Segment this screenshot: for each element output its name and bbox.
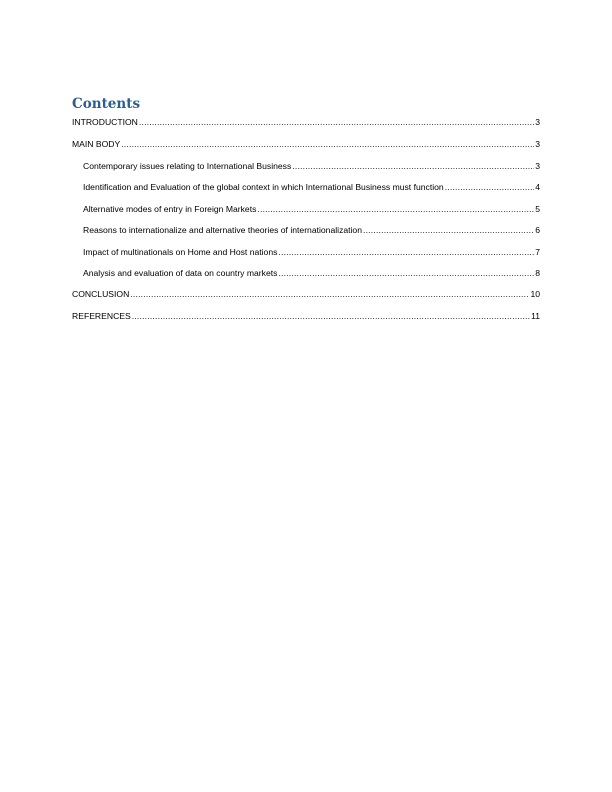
toc-entry-global-context[interactable] xyxy=(72,182,540,193)
toc-entry-title: Reasons to internationalize and alternative theories of internationalization xyxy=(83,225,362,236)
toc-entry-page-number: 3 xyxy=(535,161,540,171)
toc-entry-title: INTRODUCTION xyxy=(72,117,138,127)
toc-entry-title: Alternative modes of entry in Foreign Markets xyxy=(83,203,257,214)
toc-dot-leader xyxy=(278,268,534,279)
toc-entry-page-number: 11 xyxy=(531,311,540,322)
toc-entry-page-number: 6 xyxy=(535,225,540,236)
toc-dot-leader xyxy=(292,161,534,172)
toc-entry-page-number: 7 xyxy=(535,246,540,257)
toc-entry-title: MAIN BODY xyxy=(72,139,121,149)
toc-entry-main-body[interactable] xyxy=(72,139,540,150)
toc-entry-references[interactable] xyxy=(72,311,540,322)
toc-entry-title: Identification and Evaluation of the global context in which International Business must function xyxy=(83,182,444,193)
toc-entry-country-markets[interactable] xyxy=(72,268,540,279)
toc-dot-leader xyxy=(132,311,530,322)
toc-entry-page-number: 10 xyxy=(530,289,540,300)
toc-entry-impact-of-multinationals[interactable] xyxy=(72,247,540,258)
toc-heading: Contents xyxy=(72,96,141,112)
toc-dot-leader xyxy=(445,182,535,193)
toc-dot-leader xyxy=(139,117,534,128)
toc-entry-page-number: 3 xyxy=(535,117,540,127)
toc-entry-introduction[interactable] xyxy=(72,117,540,128)
toc-entry-title: REFERENCES xyxy=(72,311,131,322)
toc-list xyxy=(72,117,540,322)
toc-entry-page-number: 8 xyxy=(535,267,540,278)
toc-dot-leader xyxy=(121,139,534,150)
toc-entry-title: Contemporary issues relating to International Business xyxy=(83,161,292,171)
toc-entry-title: Analysis and evaluation of data on country markets xyxy=(83,267,278,278)
toc-dot-leader xyxy=(363,225,534,236)
toc-entry-page-number: 3 xyxy=(535,139,540,149)
toc-entry-page-number: 5 xyxy=(535,203,540,214)
toc-entry-page-number: 4 xyxy=(535,182,540,193)
toc-entry-reasons-to-internationalize[interactable] xyxy=(72,225,540,236)
toc-dot-leader xyxy=(130,289,529,300)
toc-dot-leader xyxy=(278,247,534,258)
toc-entry-conclusion[interactable] xyxy=(72,289,540,300)
toc-entry-contemporary-issues[interactable] xyxy=(72,161,540,172)
toc-entry-title: CONCLUSION xyxy=(72,289,130,300)
table-of-contents xyxy=(72,96,540,333)
toc-entry-modes-of-entry[interactable] xyxy=(72,204,540,215)
toc-entry-title: Impact of multinationals on Home and Host nations xyxy=(83,246,278,257)
toc-dot-leader xyxy=(257,204,534,215)
